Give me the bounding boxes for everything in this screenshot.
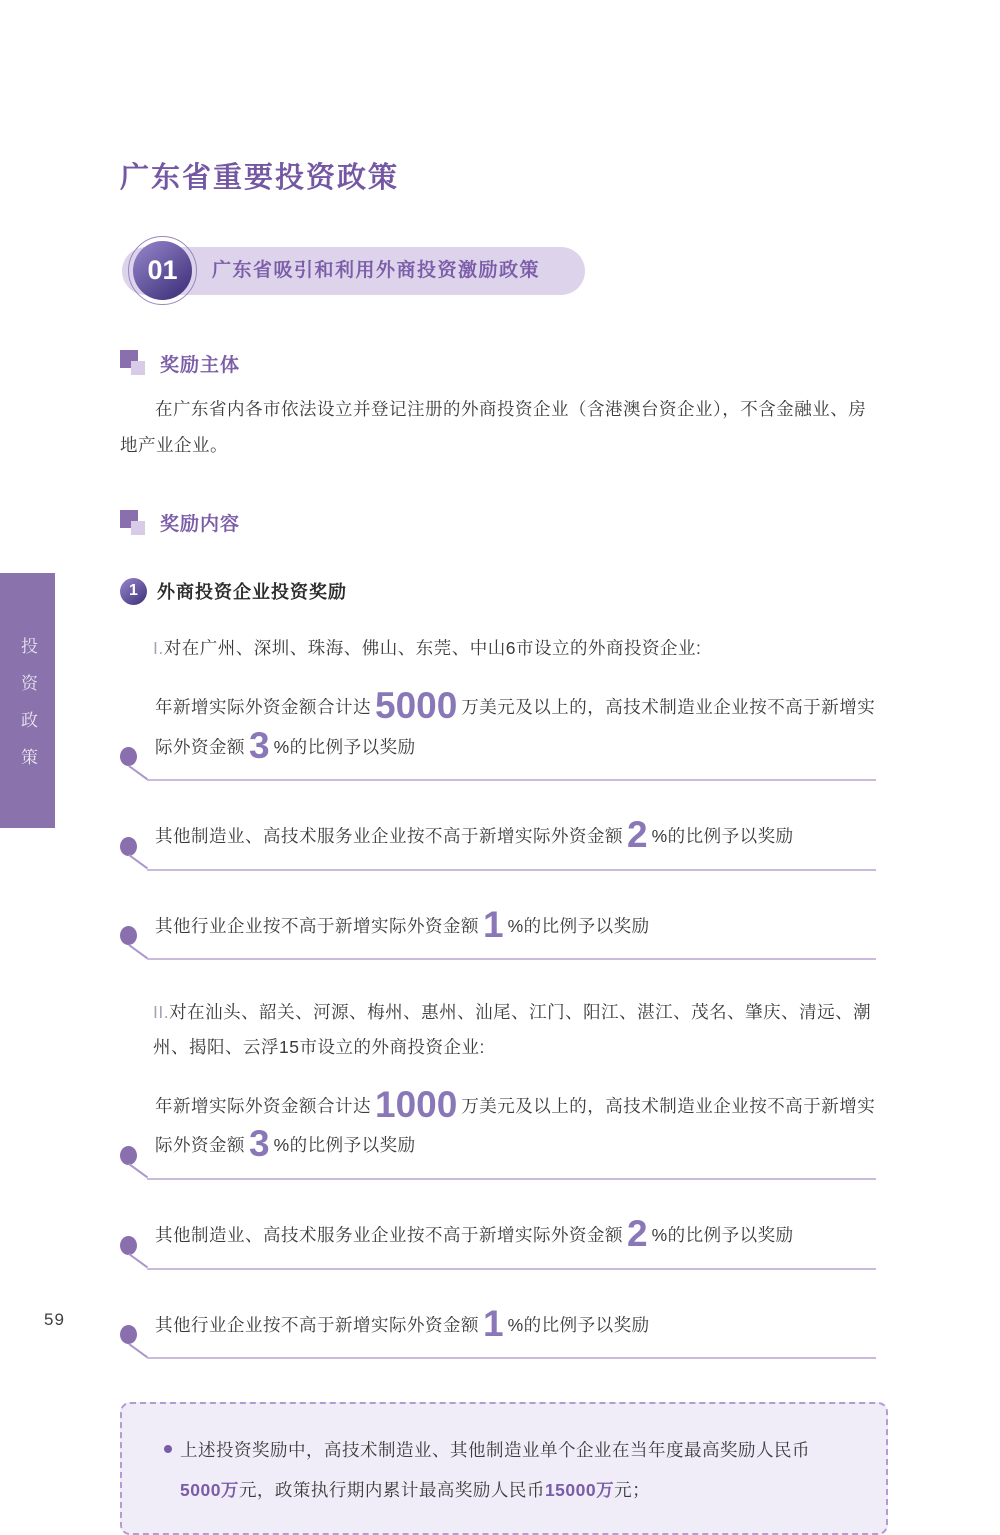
bullet-dot-icon (120, 926, 137, 945)
bullet-dot-icon (120, 747, 137, 766)
group2-intro (153, 995, 881, 1063)
divider-line (147, 1357, 876, 1359)
group2-intro-text: 对在汕头、韶关、河源、梅州、惠州、汕尾、江门、阳江、湛江、茂名、肇庆、清远、潮州、揭阳、云浮15市设立的外商投资企业: (153, 1002, 872, 1057)
section-heading: 奖励内容 (160, 514, 241, 536)
reward-item-text: 其他制造业、高技术服务业企业按不高于新增实际外资金额 2 %的比例予以奖励 (155, 814, 794, 856)
rate-highlight: 3 (249, 1123, 270, 1165)
rate-highlight: 3 (249, 724, 270, 766)
reward-item (120, 816, 882, 872)
group1-prefix: I. (153, 637, 164, 658)
reward-item-text: 其他行业企业按不高于新增实际外资金额 1 %的比例予以奖励 (155, 903, 650, 945)
page-number: 59 (44, 1310, 65, 1329)
note-text: 上述投资奖励中，高技术制造业、其他制造业单个企业在当年度最高奖励人民币5000万元，政策执行期内累计最高奖励人民币15000万元； (164, 1430, 842, 1511)
divider-line (147, 779, 876, 781)
divider-line (147, 1268, 876, 1270)
squares-icon (120, 508, 150, 538)
reward-item-text: 其他行业企业按不高于新增实际外资金额 1 %的比例予以奖励 (155, 1302, 650, 1344)
section-reward-content (120, 508, 882, 538)
connector-line (129, 1343, 149, 1358)
reward-item (120, 684, 882, 782)
connector-line (129, 1163, 149, 1178)
bullet-dot-icon (120, 837, 137, 856)
rate-highlight: 2 (627, 1212, 648, 1254)
main-content (120, 155, 882, 1535)
section-badge (120, 240, 882, 302)
reward-item (120, 1083, 882, 1181)
divider-line (147, 958, 876, 960)
connector-line (129, 765, 149, 780)
connector-line (129, 854, 149, 869)
subsection-title: 外商投资企业投资奖励 (157, 582, 347, 603)
bullet-dot-icon (120, 1325, 137, 1344)
divider-line (147, 869, 876, 871)
page-title: 广东省重要投资政策 (120, 162, 400, 194)
badge-label: 广东省吸引和利用外商投资激励政策 (212, 260, 541, 281)
badge-number-circle (133, 241, 192, 300)
reward-item-text: 其他制造业、高技术服务业企业按不高于新增实际外资金额 2 %的比例予以奖励 (155, 1212, 794, 1254)
connector-line (129, 1253, 149, 1268)
sidebar-tab (0, 573, 55, 828)
rate-highlight: 1 (483, 903, 504, 945)
reward-item (120, 1302, 882, 1361)
reward-item-text: 年新增实际外资金额合计达 5000 万美元及以上的，高技术制造业企业按不高于新增实际外资金额 3 %的比例予以奖励 (155, 684, 876, 766)
note-amount-1: 5000万 (180, 1480, 239, 1501)
subsection-1 (120, 578, 882, 605)
group1-intro (153, 631, 881, 665)
connector-line (129, 944, 149, 959)
group1-intro-text: 对在广州、深圳、珠海、佛山、东莞、中山6市设立的外商投资企业: (163, 637, 702, 658)
note-box (120, 1402, 888, 1535)
amount-highlight: 5000 (375, 684, 458, 726)
rate-highlight: 2 (627, 814, 648, 856)
group2-prefix: II. (153, 1002, 170, 1023)
reward-subject-body: 在广东省内各市依法设立并登记注册的外商投资企业（含港澳台资企业），不含金融业、房地产业企业。 (120, 399, 867, 455)
sidebar-tab-label: 投资政策 (18, 637, 37, 785)
badge-number: 01 (147, 255, 178, 285)
divider-line (147, 1178, 876, 1180)
bullet-icon (164, 1445, 172, 1453)
rate-highlight: 1 (483, 1302, 504, 1344)
section-reward-subject (120, 348, 882, 378)
bullet-dot-icon (120, 1146, 137, 1165)
subsection-number: 1 (129, 582, 138, 600)
reward-item-text: 年新增实际外资金额合计达 1000 万美元及以上的，高技术制造业企业按不高于新增实际外资金额 3 %的比例予以奖励 (155, 1083, 876, 1165)
squares-icon (120, 348, 150, 378)
note-amount-2: 15000万 (544, 1480, 615, 1501)
number-circle-icon (120, 578, 147, 605)
bullet-dot-icon (120, 1236, 137, 1255)
amount-highlight: 1000 (375, 1083, 458, 1125)
reward-item (120, 903, 882, 962)
reward-item (120, 1212, 882, 1271)
section-heading: 奖励主体 (160, 354, 241, 376)
